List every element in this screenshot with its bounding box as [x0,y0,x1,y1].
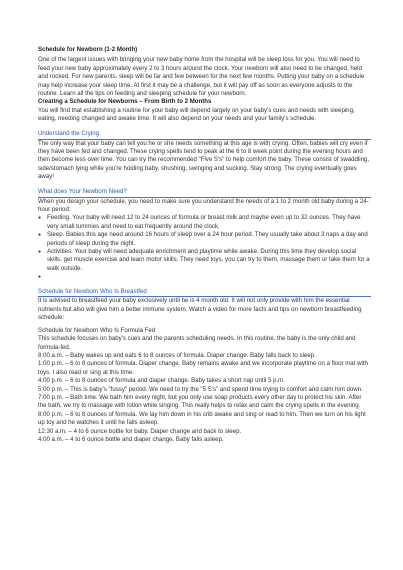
breastfed-paragraph: It is advised to breastfeed your baby exclusively until he is 4 month old. It will not only provide with him the essential nutrients but also will give him a better immune system. Watch a video for more facts and tips on newborn breastfeeding schedule: [38,297,362,322]
need-heading: What does Your Newborn Need? [38,188,371,198]
creating-heading: Creating a Schedule for Newborns – From Birth to 2 Months [38,98,212,106]
schedule-entry: 4:00 a.m. – 4 to 6 ounce bottle and diaper change. Baby falls asleep. [38,435,224,443]
need-paragraph: When you design your schedule, you need to make sure you understand the needs of a 1 to 2 month old baby during a 24-hour period: [38,197,369,213]
intro-paragraph: One of the largest issues with bringing your new baby home from the hospital will be sleep loss for you. You will need to feed your new baby approximately every 2 to 3 hours around the clock. Your newborn will also need to be changed, held and rocked. For new parents, sleep will be far and few between for the next few months. Putting your baby on a schedule may help increase your sleep time. At first it may be a challenge, but it will pay off as soon as everyone adjusts to the routine. Learn all the tips on feeding and sleeping schedule for your newborn. [38,56,365,98]
list-item [38,273,371,281]
schedule-entry: 12:30 a.m. – 4 to 6 ounce bottle for baby. Diaper change and back to sleep. [38,427,242,435]
schedule-entry: 5:00 p.m. – This is baby's "fussy" period. We need to try the "5 S's" and spend time trying to comfort and calm him down. [38,385,363,393]
schedule-entry: 4:00 p.m. – 6 to 8 ounces of formula and diaper change. Baby takes a short nap until 5 p.m. [38,377,285,385]
schedule-entry: 8:00 p.m. – 6 to 8 ounces of formula. We lay him down in his crib awake and sing or read to him. Then we turn on his light up toy and he watches it until he falls asleep. [38,410,366,427]
crying-heading: Understand the Crying [38,130,371,140]
schedule-entry: 7:00 p.m. – Bath time. We bath him every night, but you only use soap products every other day to protect his skin. After the bath, we try to massage with lotion while singing. This really helps to relax and calm the crying spells in the evening. [38,393,362,410]
list-item: ● Feeding. Your baby will need 12 to 24 ounces of formula or breast milk and maybe even up to 32 ounces. They have very small tummies and need to eat frequently around the clock. [38,214,371,231]
list-item: ● Sleep. Babies this age need around 16 hours of sleep over a 24 hour period. They usually take about 3 naps a day and periods of sleep during the night. [38,231,371,248]
crying-paragraph: The only way that your baby can tell you he or she needs something at this age is with crying. Often, babies will cry even if they have been fed and changed. These crying spells tend to peak at the 6 to 8 week point during the evening hours and then become less over time. You can try the recommended "Five S's" to help comfort the baby. These consist of swaddling, side/stomach lying while you're holding baby, shushing, swinging and sucking. Stay strong. The crying eventually goes away! [38,139,370,181]
formula-heading: Schedule for Newborn Who Is Formula Fed [38,326,156,334]
needs-list [38,214,371,281]
formula-schedule [38,335,371,444]
breastfed-heading: Schedule for Newborn Who Is Breastfed [38,288,371,298]
page-title: Schedule for Newborn (1-2 Month) [38,46,138,53]
formula-intro: This schedule focuses on baby's cues and the parents scheduling needs. In this routine, the baby is the only child and formula-fed. [38,335,356,351]
schedule-entry: 8:00 a.m. – Baby wakes up and eats 6 to 8 ounces of formula. Diaper change. Baby falls back to sleep. [38,351,316,359]
schedule-entry: 1:00 p.m. – 6 to 8 ounces of formula. Diaper change. Baby remains awake and we incorporate playtime on a floor mat with toys. I also read or sing at this time. [38,360,368,376]
creating-paragraph: You will find that establishing a routine for your baby will depend largely on your baby's cues and needs with sleeping, eating, needing changed and awake time. It will also depend on your needs and your family's schedule. [38,106,355,123]
list-item: ● Activities. Your baby will need adequate enrichment and playtime while awake. During this time they develop social skills, get muscle exercise and learn motor skills. They need toys, you can try to them, massage them or take them for a walk outside. [38,248,371,273]
